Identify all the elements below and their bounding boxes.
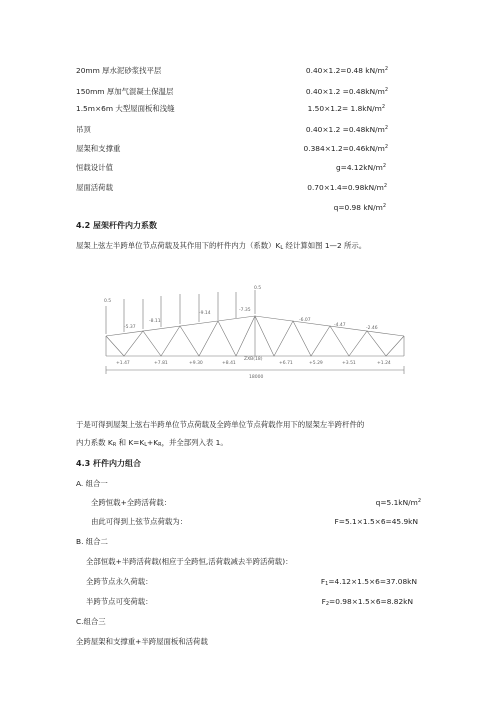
load-name: 150mm 厚加气混凝土保温层 (76, 87, 174, 96)
combo-value: $F_2=0.98\times 1.5\times 6=8.82kN$ (321, 597, 413, 607)
combo-value: F=5.1×1.5×6=45.9kN (334, 517, 418, 526)
bottom-chord-label: +6.71 (279, 361, 293, 366)
combo-text: 由此可得到上弦节点荷载为： (91, 517, 188, 526)
combo-text: 全跨屋架和支撑重+半跨屋面板和活荷载 (76, 637, 208, 646)
combo-value: $q=5.1kN/m^2$ (375, 498, 421, 507)
span-label: 18000 (249, 375, 264, 380)
load-value: $0.384\times 1.2=0.46kN/m^2$ (303, 144, 388, 153)
bottom-chord-label: +1.47 (116, 361, 130, 366)
load-value: $0.40\times 1.2 =0.48kN/m^2$ (305, 87, 388, 96)
combo-label: C.组合三 (76, 617, 106, 626)
load-value: 0.40×1.2=0.48 $kN/m^2$ (305, 66, 388, 75)
load-value: $0.40\times 1.2 =0.48kN/m^2$ (305, 125, 388, 134)
load-value: $0.70\times 1.4=0.98kN/m^2$ (307, 183, 387, 192)
load-total: q=0.98 $kN/m^2$ (333, 203, 386, 212)
load-name: 屋架和支撑重 (76, 144, 121, 153)
load-label: 0.5 (104, 299, 112, 304)
bottom-chord-label: +9.30 (189, 361, 203, 366)
combo-label: A. 组合一 (76, 479, 108, 488)
bottom-chord-label: +7.81 (154, 361, 168, 366)
top-chord-label: -5.37 (124, 325, 136, 330)
mid-label: ZXB(18) (244, 357, 263, 362)
load-name: 恒载设计值 (76, 163, 113, 172)
load-name: 吊顶 (76, 125, 91, 134)
top-chord-label: -6.07 (299, 318, 311, 323)
combo-label: B. 组合二 (76, 537, 108, 546)
combo-text: 半跨节点可变荷载： (86, 597, 153, 606)
paragraph: 屋架上弦左半跨单位节点荷载及其作用下的杆件内力（系数）$K_L$ 经计算如图 1—2 所示。 (76, 241, 367, 251)
combo-text: 全跨节点永久荷载： (86, 577, 153, 586)
section-heading: 4.3 杆件内力组合 (76, 459, 141, 468)
combo-value: $F_1=4.12\times 1.5\times 6=37.08kN$ (320, 577, 417, 587)
bottom-chord-label: +1.24 (377, 361, 391, 366)
top-chord-label: -2.46 (366, 326, 378, 331)
top-chord-label: -9.14 (199, 311, 211, 316)
paragraph: 内力系数 $K_R$ 和 $K=K_L+K_R$，并全部列入表 1。 (76, 438, 228, 448)
paragraph: 于是可得到屋架上弦右半跨单位节点荷载及全跨单位节点荷载作用下的屋架左半跨杆件的 (76, 420, 365, 429)
load-name: 1.5m×6m 大型屋面板和浅缝 (76, 104, 175, 113)
section-heading: 4.2 屋架杆件内力系数 (76, 221, 157, 230)
truss-diagram (94, 284, 416, 384)
bottom-chord-label: +5.29 (309, 361, 323, 366)
combo-text: 全部恒载+半跨活荷载(相应于全跨恒,活荷载减去半跨活荷载)： (86, 557, 293, 566)
load-name: 20mm 厚水泥砂浆找平层 (76, 66, 162, 75)
bottom-chord-label: +8.41 (222, 361, 236, 366)
load-value: $1.50\times 1.2= 1.8kN/m^2$ (307, 104, 385, 113)
top-chord-label: -7.35 (239, 308, 251, 313)
combo-text: 全跨恒载+全跨活荷载： (91, 498, 172, 507)
load-name: 屋面活荷载 (76, 183, 113, 192)
load-value: $g=4.12kN/m^2$ (335, 163, 386, 172)
bottom-chord-label: +3.51 (342, 361, 356, 366)
load-label: 0.5 (254, 286, 262, 291)
top-chord-label: -4.47 (334, 323, 346, 328)
top-chord-label: -8.11 (149, 319, 161, 324)
